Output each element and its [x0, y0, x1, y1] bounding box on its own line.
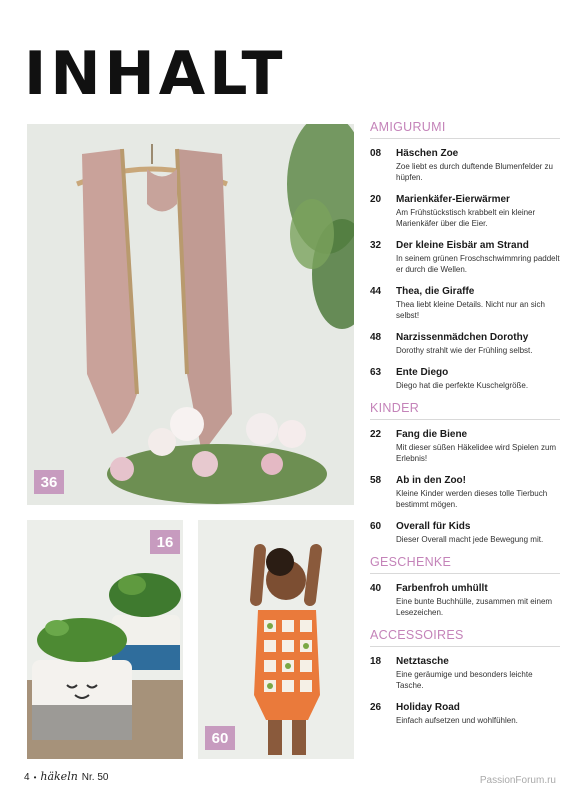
section-heading: KINDER — [370, 401, 560, 420]
section-heading: ACCESSOIRES — [370, 628, 560, 647]
section-heading: AMIGURUMI — [370, 120, 560, 139]
entry-title: Overall für Kids — [396, 521, 471, 532]
entry-page-number: 18 — [370, 656, 382, 667]
entry-description: Dieser Overall macht jede Bewegung mit. — [396, 535, 544, 544]
child-illustration — [198, 520, 354, 759]
magazine-brand: häkeln — [40, 770, 78, 783]
watermark: PassionForum.ru — [479, 775, 556, 786]
shawl-photo — [27, 124, 354, 505]
section-geschenke — [370, 555, 560, 618]
footer-separator: • — [33, 773, 37, 782]
toc-entry[interactable] — [370, 193, 560, 229]
entry-description: Eine geräumige und besonders leichte Tasche. — [396, 670, 533, 690]
toc-entry[interactable] — [370, 582, 560, 618]
entry-page-number: 20 — [370, 194, 382, 205]
entry-title: Marienkäfer-Eierwärmer — [396, 194, 510, 205]
entry-page-number: 08 — [370, 148, 382, 159]
entry-description: Einfach aufsetzen und wohlfühlen. — [396, 716, 518, 725]
entry-description: Thea liebt kleine Details. Nicht nur an sich selbst! — [396, 300, 545, 320]
page-badge-16: 16 — [150, 530, 180, 554]
toc-entry[interactable] — [370, 701, 560, 726]
entry-page-number: 63 — [370, 367, 382, 378]
entry-title: Farbenfroh umhüllt — [396, 583, 488, 594]
section-accessoires — [370, 628, 560, 726]
entry-description: Am Frühstückstisch krabbelt ein kleiner Marienkäfer über die Eier. — [396, 208, 536, 228]
page-badge-36: 36 — [34, 470, 64, 494]
issue-number: Nr. 50 — [81, 772, 109, 783]
entry-description: Kleine Kinder werden dieses tolle Tierbuch bestimmt mögen. — [396, 489, 548, 509]
entry-page-number: 40 — [370, 583, 382, 594]
entry-description: In seinem grünen Froschschwimmring paddelt er durch die Wellen. — [396, 254, 560, 274]
toc-entry[interactable] — [370, 147, 560, 183]
entry-page-number: 26 — [370, 702, 382, 713]
entry-description: Dorothy strahlt wie der Frühling selbst. — [396, 346, 533, 355]
page-number: 4 — [24, 772, 30, 783]
toc-entry[interactable] — [370, 474, 560, 510]
page-badge-60: 60 — [205, 726, 235, 750]
toc-entry[interactable] — [370, 655, 560, 691]
page-footer — [24, 770, 108, 783]
toc-entry[interactable] — [370, 285, 560, 321]
entry-description: Zoe liebt es durch duftende Blumenfelder zu hüpfen. — [396, 162, 553, 182]
entry-title: Holiday Road — [396, 702, 460, 713]
shawl-illustration — [27, 124, 354, 505]
entry-description: Diego hat die perfekte Kuschelgröße. — [396, 381, 529, 390]
entry-title: Thea, die Giraffe — [396, 286, 475, 297]
toc-entry[interactable] — [370, 239, 560, 275]
section-heading: GESCHENKE — [370, 555, 560, 574]
section-amigurumi — [370, 120, 560, 391]
plant-pots-illustration — [27, 520, 183, 759]
entry-title: Netztasche — [396, 656, 449, 667]
entry-page-number: 22 — [370, 429, 382, 440]
entry-page-number: 32 — [370, 240, 382, 251]
entry-title: Ab in den Zoo! — [396, 475, 466, 486]
toc-entry[interactable] — [370, 520, 560, 545]
page-title: INHALT — [24, 39, 287, 109]
entry-page-number: 48 — [370, 332, 382, 343]
entry-title: Ente Diego — [396, 367, 449, 378]
entry-page-number: 58 — [370, 475, 382, 486]
plant-pots-photo — [27, 520, 183, 759]
entry-title: Narzissenmädchen Dorothy — [396, 332, 529, 343]
entry-title: Der kleine Eisbär am Strand — [396, 240, 529, 251]
table-of-contents — [370, 120, 560, 736]
section-kinder — [370, 401, 560, 545]
entry-title: Fang die Biene — [396, 429, 468, 440]
toc-entry[interactable] — [370, 366, 560, 391]
entry-title: Häschen Zoe — [396, 148, 459, 159]
entry-page-number: 44 — [370, 286, 382, 297]
toc-entry[interactable] — [370, 331, 560, 356]
toc-entry[interactable] — [370, 428, 560, 464]
entry-description: Mit dieser süßen Häkelidee wird Spielen zum Erlebnis! — [396, 443, 557, 463]
entry-description: Eine bunte Buchhülle, zusammen mit einem Lesezeichen. — [396, 597, 553, 617]
entry-page-number: 60 — [370, 521, 382, 532]
child-overall-photo — [198, 520, 354, 759]
